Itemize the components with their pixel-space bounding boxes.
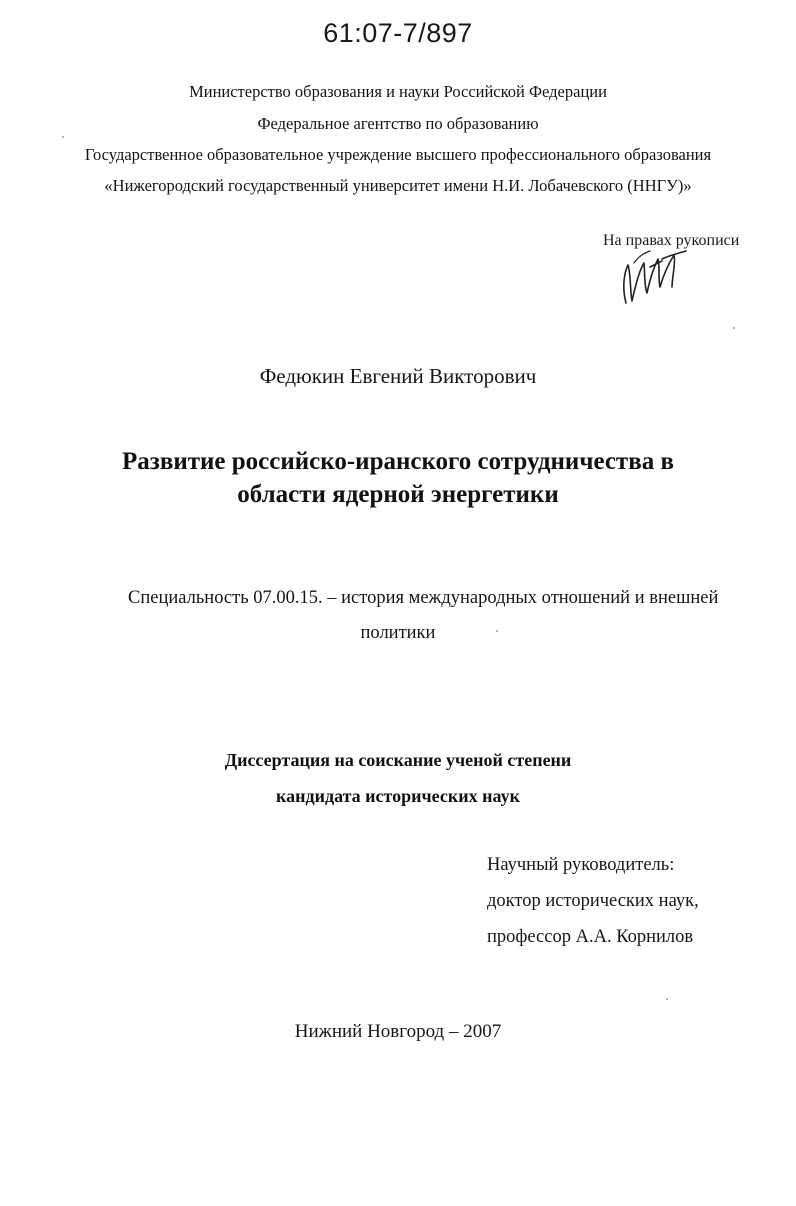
city-year: Нижний Новгород – 2007 [294, 1021, 502, 1042]
catalog-number: 61:07-7/897 [323, 18, 473, 48]
author-signature [614, 243, 694, 308]
manuscript-rights-note: На правах рукописи [603, 232, 740, 249]
ministry-line: Министерство образования и науки Российской Федерации [189, 82, 607, 101]
degree-line-2: кандидата исторических наук [276, 786, 520, 806]
author-name: Федюкин Евгений Викторович [259, 364, 537, 388]
advisor-degree: доктор исторических наук, [487, 891, 699, 911]
agency-line: Федеральное агентство по образованию [257, 114, 539, 133]
institution-type-line: Государственное образовательное учреждение высшего профессионального образования [84, 145, 712, 164]
advisor-label: Научный руководитель: [487, 855, 675, 875]
scan-speck [62, 136, 64, 138]
scan-speck [733, 327, 735, 329]
university-line: «Нижегородский государственный университет имени Н.И. Лобачевского (ННГУ)» [104, 176, 692, 195]
specialty-line-2: политики [360, 623, 436, 643]
scan-speck [666, 998, 668, 1000]
specialty-line-1: Специальность 07.00.15. – история международных отношений и внешней [128, 588, 719, 608]
thesis-title-line-2: области ядерной энергетики [237, 481, 559, 508]
advisor-name: профессор А.А. Корнилов [487, 927, 694, 947]
thesis-title-line-1: Развитие российско-иранского сотрудничества в [122, 448, 674, 475]
scan-speck [496, 630, 498, 632]
degree-line-1: Диссертация на соискание ученой степени [224, 750, 572, 770]
